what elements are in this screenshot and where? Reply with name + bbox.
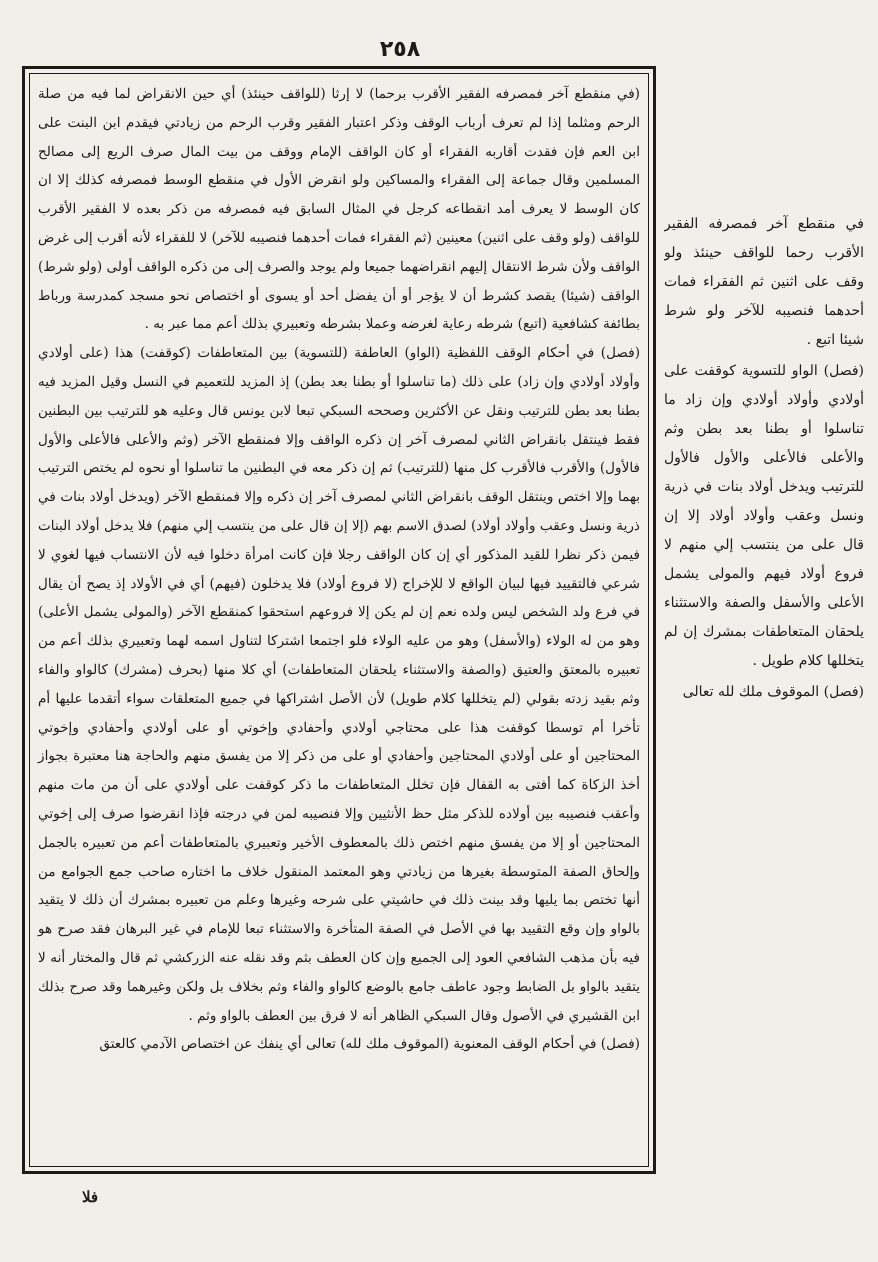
margin-paragraph-3: (فصل) الموقوف ملك لله تعالى <box>682 684 864 700</box>
main-paragraph-2: (فصل) في أحكام الوقف اللفظية (الواو) العاطفة (للتسوية) بين المتعاطفات (كوقفت) هذا (على أولادي وأولاد أولادي وإن زاد) على ذلك (ما تناسلوا أو بطنا بعد بطن) إذ المزيد للتعميم في النسل وقيل المزيد فيه بطنا بعد بطن للترتيب ونقل عن الأكثرين وصححه السبكي تبعا لابن يونس قال وعليه هو للترتيب بين البطنين فقط فينتقل بانقراض الثاني لمصرف آخر إن ذكره الواقف وإلا فمنقطع الآخر (وثم والأعلى فالأعلى والأول فالأول) والأقرب فالأقرب كل منها (للترتيب) ثم إن ذكر معه في البطنين ما تناسلوا أو نحوه لم يختص الترتيب بهما وإلا اختص وينتقل الوقف بانقراض الثاني لمصرف آخر إن ذكره وإلا فمنقطع الآخر (ويدخل أولاد بنات في ذرية ونسل وعقب وأولاد أولاد) لصدق الاسم بهم (إلا إن قال على من ينتسب إلي منهم) فلا يدخل أولاد البنات فيمن ذكر نظرا للقيد المذكور أي إن كان الواقف رجلا فإن كانت امرأة دخلوا فيه لأن الانتساب فيها لغوي لا شرعي فالتقييد فيها لبيان الواقع لا للإخراج (لا فروع أولاد) فلا يدخلون (فيهم) أي في الأولاد إذ يصح أن يقال في فرع ولد الشخص ليس ولده نعم إن لم يكن إلا فروعهم استحقوا كمنقطع الآخر (والمولى يشمل الأعلى) وهو من له الولاء (والأسفل) وهو من عليه الولاء فلو اجتمعا اشتركا لتناول اسمه لهما وتعبيري بذلك أعم من تعبيره بالمعتق والعتيق (والصفة والاستثناء يلحقان المتعاطفات) أي كلا منها (بحرف (مشرك) كالواو والفاء وثم بقيد زدته بقولي (لم يتخللها كلام طويل) لأن الأصل اشتراكها في جميع المتعلقات سواء أتقدما عليها أم تأخرا أم توسطا كوقفت هذا على محتاجي أولادي وأحفادي وإخوتي أو على أولادي وأحفادي وإخوتي المحتاجين أو على أولادي المحتاجين وأحفادي أو على من ذكر إلا من يفسق منهم والحاجة هنا معتبرة بجواز أخذ الزكاة كما أفتى به القفال فإن تخلل المتعاطفات ما ذكر كوقفت على أولادي على أن من مات منهم وأعقب فنصيبه بين أولاده للذكر مثل حظ الأنثيين وإلا فنصيبه لمن في درجته فإذا انقرضوا صرف إلى إخوتي المحتاجين أو إلا من يفسق منهم اختص ذلك بالمعطوف الأخير وتعبيري بالمتعاطفات أعم من تعبيره بالجمل وإلحاق الصفة المتوسطة بغيرها من زيادتي وهو المعتمد المنقول خلاف ما اختاره صاحب جمع الجوامع من أنها تختص بما يليها وقد بينت ذلك في حاشيتي على شرحه وغيرها وعلم من تعبيره بمشرك أن ذلك لا يتقيد بالواو وإن وقع التقييد بها في الأصل في الصفة المتأخرة والاستثناء تبعا للإمام في غير البرهان فقد صرح هو فيه بأن مذهب الشافعي العود إلى الجميع وإن كان العطف بثم وقد نقله عنه الزركشي ثم قال والمختار أنه لا يتقيد بالواو بل الضابط وجود عاطف جامع بالوضع كالواو والفاء وثم بخلاف بل ولكن وغيرهما وقد صرح بذلك ابن القشيري في الأصول وقال السبكي الظاهر أنه لا فرق بين العطف بالواو وثم . <box>38 345 640 1024</box>
catchword: فلا <box>81 1188 99 1206</box>
main-paragraph-1: (في منقطع آخر فمصرفه الفقير الأقرب برحما) لا إرثا (للواقف حينئذ) أي حين الانقراض لما فيه من صلة الرحم ومثلما إذا لم تعرف أرباب الوقف وذكر اعتبار الفقير وقرب الرحم من زيادتي فيقدم ابن البنت على ابن العم فإن فقدت أقاربه الفقراء أو كان الواقف الإمام ووقف من بيت المال صرف الريع إلى مصالح المسلمين وقال جماعة إلى الفقراء والمساكين ولو انقرض الأول في منقطع الوسط فمصرفه كذلك إلا ان كان الوسط لا يعرف أمد انقطاعه كرجل في المثال السابق فيه فمصرفه من ذكر بعده لا الفقير الأقرب للواقف (ولو وقف على اثنين) معينين (ثم الفقراء فمات أحدهما فنصيبه للآخر) لا للفقراء لأنه أقرب إلى غرض الواقف ولأن شرط الانتقال إليهم انقراضهما جميعا ولم يوجد والصرف إلى من ذكره الواقف أولى (ولو شرط) الواقف (شيئا) يقصد كشرط أن لا يؤجر أو أن يفضل أحد أو يسوى أو اختصاص نحو مسجد كمدرسة ورباط بطائفة كشافعية (اتبع) شرطه رعاية لغرضه وعملا بشرطه وتعبيري بذلك أعم مما عبر به . <box>38 86 640 333</box>
main-text-frame-inner <box>29 73 649 1167</box>
margin-paragraph-2: (فصل) الواو للتسوية كوقفت على أولادي وأولاد أولادي وإن زاد ما تناسلوا أو بطنا بعد بطن وثم والأعلى فالأعلى والأول فالأول للترتيب ويدخل أولاد بنات في ذرية ونسل وعقب وأولاد أولاد إلا إن قال على من ينتسب إلي منهم لا فروع أولاد فيهم والمولى يشمل الأعلى والأسفل والصفة والاستثناء يلحقان المتعاطفات بمشرك إن لم يتخللها كلام طويل . <box>664 363 864 669</box>
main-text-frame <box>22 66 656 1174</box>
main-text <box>38 80 640 1059</box>
margin-text <box>664 210 864 1090</box>
page-number: ٢٥٨ <box>379 37 421 62</box>
margin-paragraph-1: في منقطع آخر فمصرفه الفقير الأقرب رحما للواقف حينئذ ولو وقف على اثنين ثم الفقراء فمات أحدهما فنصيبه للآخر ولو شرط شيئا اتبع . <box>664 216 864 348</box>
main-paragraph-3: (فصل) في أحكام الوقف المعنوية (الموقوف ملك لله) تعالى أي ينفك عن اختصاص الآدمي كالعتق <box>99 1036 640 1053</box>
